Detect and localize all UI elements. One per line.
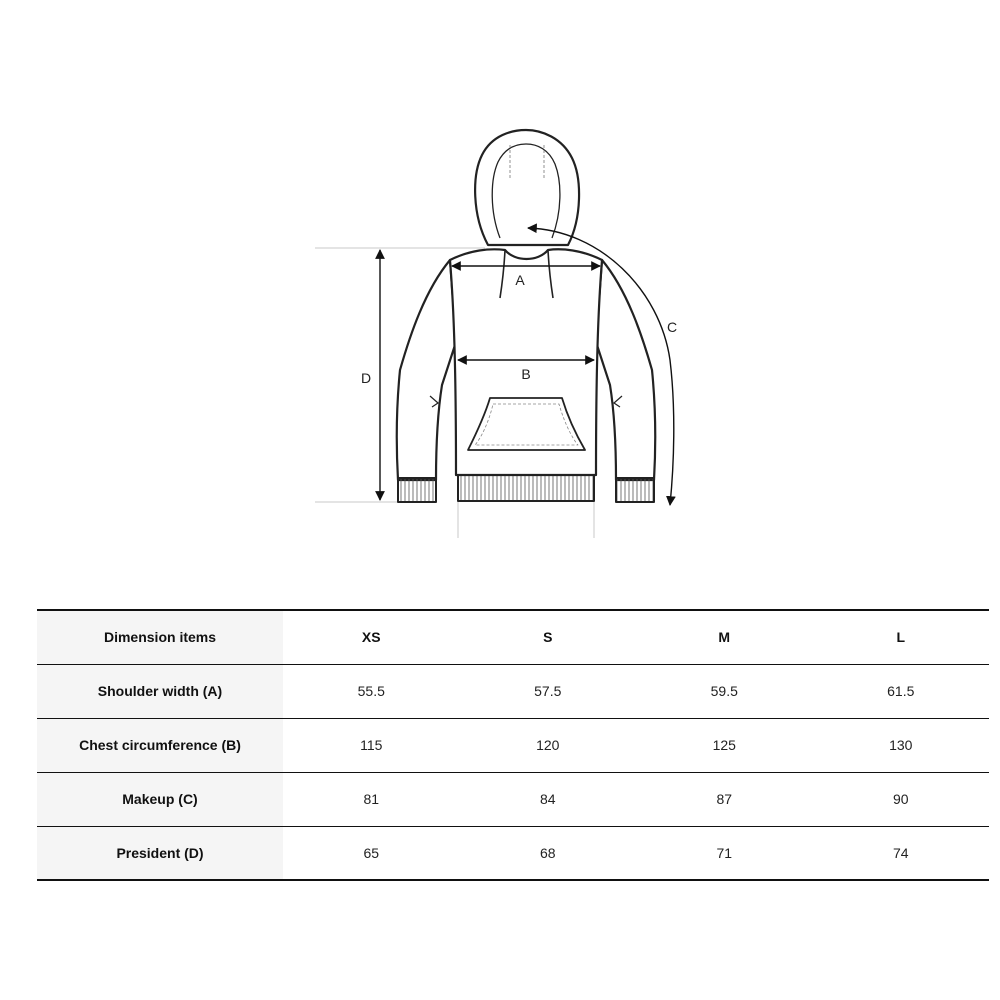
table-cell: 74 — [892, 844, 909, 861]
label-d: D — [360, 370, 372, 386]
table-cell: 61.5 — [887, 683, 915, 699]
table-row — [37, 664, 989, 718]
row-label-shoulder-width: Shoulder width (A) — [37, 664, 283, 718]
hoodie-illustration — [300, 120, 720, 550]
table-cell: 84 — [539, 791, 556, 807]
hoodie-measurement-diagram — [300, 120, 720, 550]
table-row — [37, 718, 989, 772]
size-chart-table — [37, 609, 989, 881]
label-c: C — [666, 319, 678, 335]
row-label-president: President (D) — [37, 826, 283, 880]
table-header-row — [37, 610, 989, 664]
row-label-makeup: Makeup (C) — [37, 772, 283, 826]
label-a: A — [515, 272, 525, 288]
table-row — [37, 772, 989, 826]
table-cell: 115 — [360, 737, 383, 753]
header-size-s: S — [543, 629, 553, 646]
table-cell: 59.5 — [710, 683, 738, 699]
table-cell: 120 — [536, 737, 560, 753]
table-cell: 90 — [892, 791, 909, 807]
table-cell: 81 — [363, 791, 380, 807]
table-cell: 57.5 — [534, 683, 562, 699]
table-cell: 130 — [889, 737, 913, 753]
header-dimension-items: Dimension items — [37, 610, 283, 664]
table-cell: 71 — [716, 844, 733, 861]
header-size-l: L — [896, 629, 906, 646]
table-cell: 125 — [712, 737, 736, 753]
table-cell: 68 — [539, 844, 556, 861]
row-label-chest-circumference: Chest circumference (B) — [37, 718, 283, 772]
label-b: B — [521, 366, 531, 382]
header-size-m: M — [718, 629, 731, 646]
table-cell: 65 — [363, 844, 380, 861]
header-size-xs: XS — [361, 629, 381, 646]
table-row — [37, 826, 989, 880]
table-cell: 87 — [716, 791, 733, 807]
table-cell: 55.5 — [357, 683, 385, 699]
hood — [475, 130, 579, 245]
